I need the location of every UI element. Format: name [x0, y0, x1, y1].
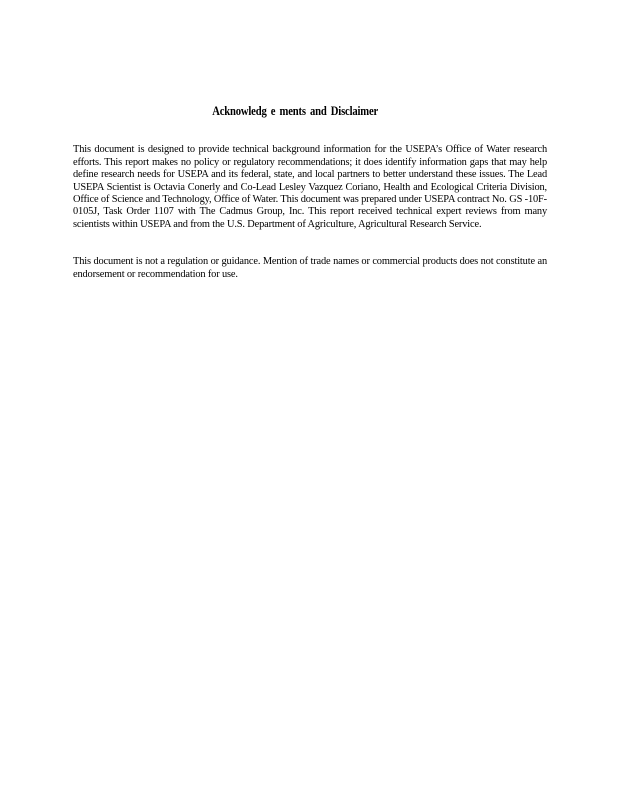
acknowledgements-paragraph: This document is designed to provide technical background information for the USEPA’s Office of Water research efforts. This report makes no policy or regulatory recommendations; it does identify information gaps that may help define research needs for USEPA and its federal, state, and local partners to better understand these issues. The Lead USEPA Scientist is Octavia Conerly and Co-Lead Lesley Vazquez Coriano, Health and Ecological Criteria Division, Office of Science and Technology, Office of Water. This document was prepared under USEPA contract No. GS -10F-0105J, Task Order 1107 with The Cadmus Group, Inc. This report received technical expert reviews from many scientists within USEPA and from the U.S. Department of Agriculture, Agricultural Research Service. [73, 144, 547, 230]
disclaimer-paragraph: This document is not a regulation or guidance. Mention of trade names or commercial products does not constitute an endorsement or recommendation for use. [73, 256, 547, 280]
section-heading: Acknowledg e ments and Disclaimer [212, 104, 379, 118]
